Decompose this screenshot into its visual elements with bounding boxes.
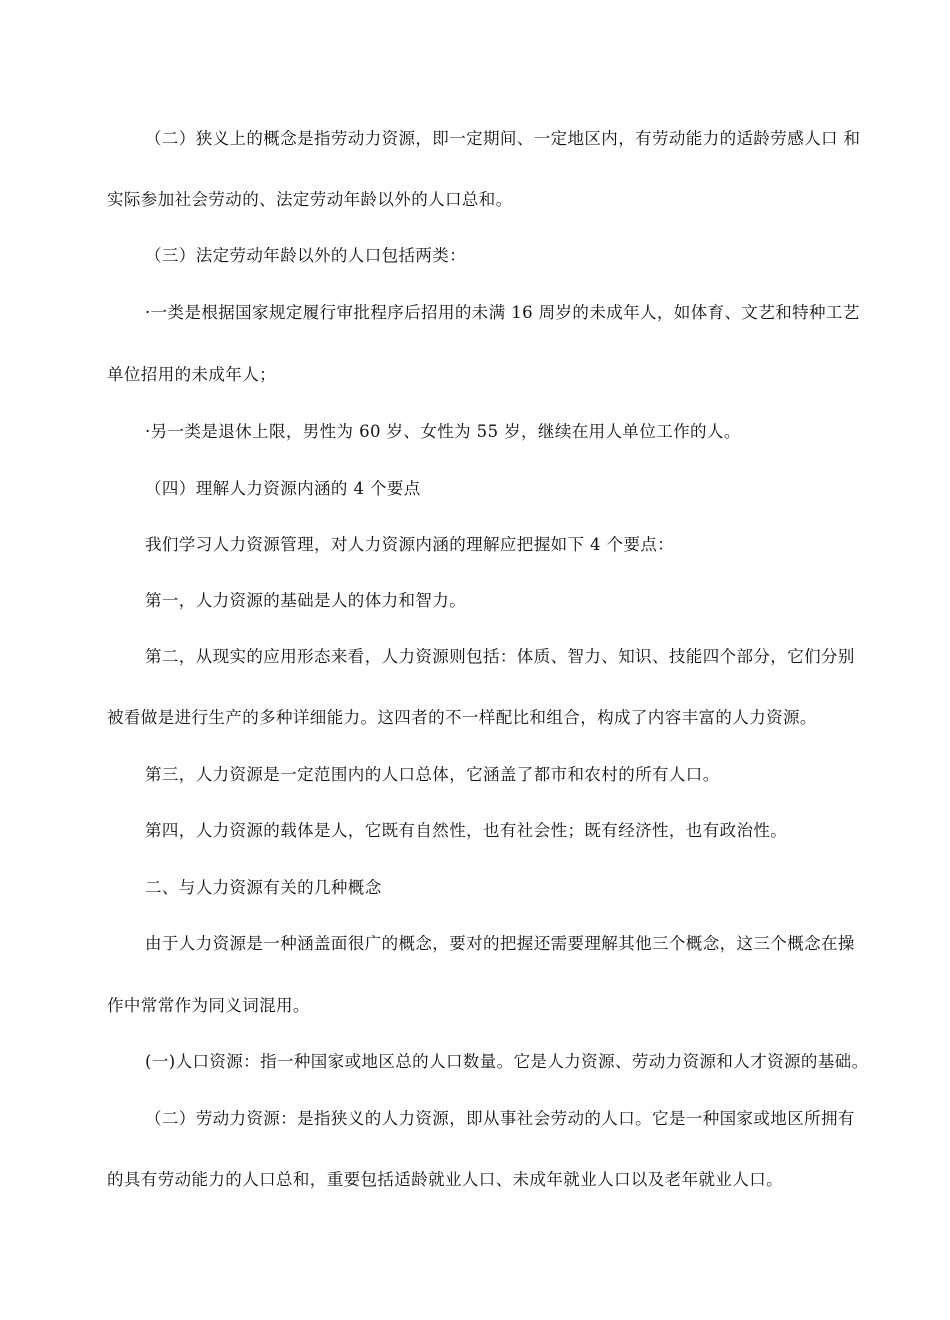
paragraph-line: 由于人力资源是一种涵盖面很广的概念，要对的把握还需要理解其他三个概念，这三个概念在操 (145, 934, 855, 953)
paragraph-line: 作中常常作为同义词混用。 (107, 996, 310, 1015)
paragraph-line: （三）法定劳动年龄以外的人口包括两类： (145, 246, 467, 265)
paragraph-line: 我们学习人力资源管理，对人力资源内涵的理解应把握如下 4 个要点： (145, 535, 675, 554)
paragraph-line: 第三，人力资源是一定范围内的人口总体，它涵盖了都市和农村的所有人口。 (145, 765, 720, 784)
paragraph-line: 被看做是进行生产的多种详细能力。这四者的不一样配比和组合，构成了内容丰富的人力资源。 (107, 708, 817, 727)
paragraph-line: 第二，从现实的应用形态来看，人力资源则包括：体质、智力、知识、技能四个部分，它们分别 (145, 647, 855, 666)
paragraph-line: （二）狭义上的概念是指劳动力资源，即一定期间、一定地区内，有劳动能力的适龄劳感人口 和 (145, 129, 861, 148)
section-heading: 二、与人力资源有关的几种概念 (145, 878, 382, 897)
paragraph-line: （二）劳动力资源：是指狭义的人力资源，即从事社会劳动的人口。它是一种国家或地区所拥有 (145, 1109, 855, 1128)
paragraph-line: (一)人口资源：指一种国家或地区总的人口数量。它是人力资源、劳动力资源和人才资源的基础。 (145, 1052, 869, 1071)
paragraph-line: ·一类是根据国家规定履行审批程序后招用的未满 16 周岁的未成年人，如体育、文艺和特种工艺 (145, 303, 860, 322)
paragraph-line: 单位招用的未成年人； (107, 365, 276, 384)
paragraph-line: 的具有劳动能力的人口总和，重要包括适龄就业人口、未成年就业人口以及老年就业人口。 (107, 1170, 783, 1189)
paragraph-line: 第一，人力资源的基础是人的体力和智力。 (145, 591, 467, 610)
paragraph-line: 实际参加社会劳动的、法定劳动年龄以外的人口总和。 (107, 190, 513, 209)
paragraph-line: ·另一类是退休上限，男性为 60 岁、女性为 55 岁，继续在用人单位工作的人。 (145, 422, 741, 441)
section-heading: （四）理解人力资源内涵的 4 个要点 (145, 479, 421, 498)
paragraph-line: 第四，人力资源的载体是人，它既有自然性，也有社会性；既有经济性，也有政治性。 (145, 821, 788, 840)
